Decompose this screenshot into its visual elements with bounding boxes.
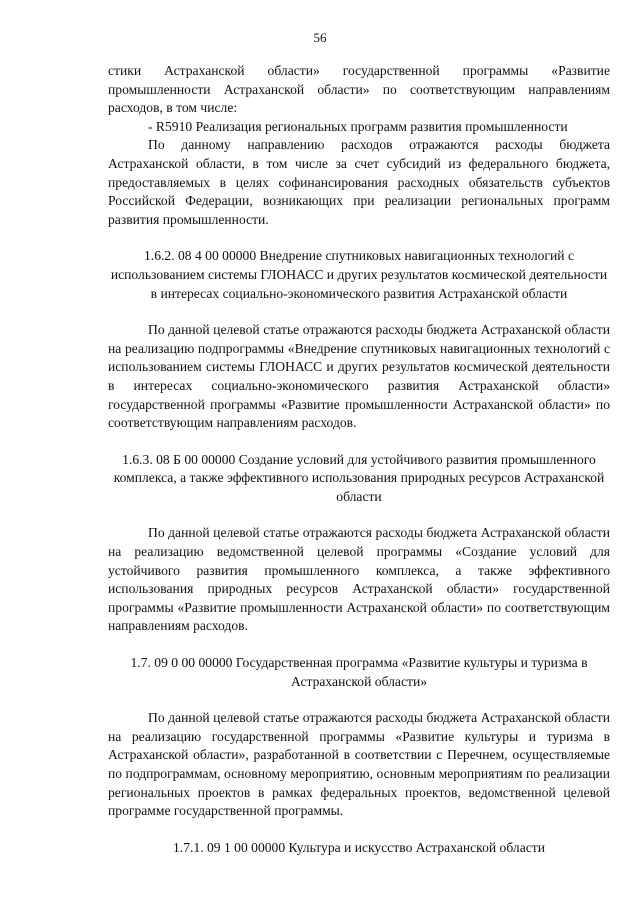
section-heading-1-6-2: 1.6.2. 08 4 00 00000 Внедрение спутниковых навигационных технологий с использованием системы ГЛОНАСС и других результатов космической деятельности в интересах социально-экономического развития Астраханской области xyxy=(110,248,608,301)
paragraph-expense-code-r5910: - R5910 Реализация региональных программ развития промышленности xyxy=(148,118,568,134)
spacer xyxy=(108,821,610,839)
spacer xyxy=(108,691,610,709)
paragraph-continuation: стики Астраханской области» государственной программы «Развитие промышленности Астраханской области» по соответствующим направлениям расходов, в том числе: xyxy=(108,63,610,116)
spacer xyxy=(108,506,610,524)
spacer xyxy=(108,636,610,654)
paragraph-section-1-7: По данной целевой статье отражаются расходы бюджета Астраханской области на реализацию государственной программы «Развитие культуры и туризма в Астраханской области», разработанной в соответствии с Перечнем, осуществляемые по подпрограммам, основному мероприятию, основным мероприятиям по реализации региональных проектов в рамках федеральных проектов, ведомственной целевой программе государственной программы. xyxy=(108,710,610,819)
spacer xyxy=(108,303,610,321)
spacer xyxy=(108,433,610,451)
paragraph-section-1-6-2: По данной целевой статье отражаются расходы бюджета Астраханской области на реализацию подпрограммы «Внедрение спутниковых навигационных технологий с использованием системы ГЛОНАСС и других результатов космической деятельности в интересах социально-экономического развития Астраханской области» государственной программы «Развитие промышленности Астраханской области» по соответствующим направлениям расходов. xyxy=(108,322,610,431)
section-heading-1-7: 1.7. 09 0 00 00000 Государственная программа «Развитие культуры и туризма в Астраханской области» xyxy=(130,655,588,689)
paragraph-expense-direction: По данному направлению расходов отражаются расходы бюджета Астраханской области, в том числе за счет субсидий из федерального бюджета, предоставляемых в целях софинансирования расходных обязательств субъектов Российской Федерации, возникающих при реализации региональных программ развития промышленности. xyxy=(108,137,610,227)
section-heading-1-7-1: 1.7.1. 09 1 00 00000 Культура и искусство Астраханской области xyxy=(173,839,545,855)
spacer xyxy=(108,229,610,247)
page-number: 56 xyxy=(313,30,327,45)
paragraph-section-1-6-3: По данной целевой статье отражаются расходы бюджета Астраханской области на реализацию ведомственной целевой программы «Создание условий для устойчивого развития промышленного комплекса, а также эффективного использования природных ресурсов Астраханской области» государственной программы «Развитие промышленности Астраханской области» по соответствующим направлениям расходов. xyxy=(108,525,610,634)
section-heading-1-6-3: 1.6.3. 08 Б 00 00000 Создание условий для устойчивого развития промышленного комплекса, а также эффективного использования природных ресурсов Астраханской области xyxy=(113,451,605,504)
document-body xyxy=(108,62,610,857)
